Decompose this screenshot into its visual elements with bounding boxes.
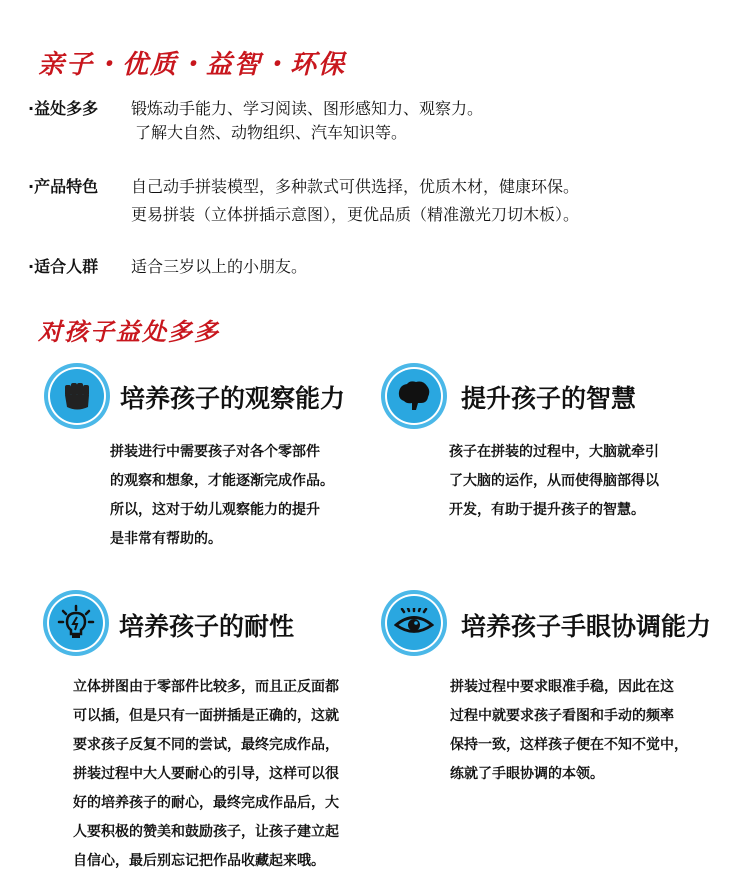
fist-icon bbox=[44, 363, 110, 429]
card-line: 可以插，但是只有一面拼插是正确的，这就 bbox=[73, 708, 339, 724]
card-line: 练就了手眼协调的本领。 bbox=[450, 766, 604, 782]
card-line: 过程中就要求孩子看图和手动的频率 bbox=[450, 708, 674, 724]
feature-label-audience: ·适合人群 bbox=[28, 257, 99, 276]
card-line: 保持一致，这样孩子便在不知不觉中， bbox=[450, 737, 688, 753]
card-title: 培养孩子手眼协调能力 bbox=[461, 612, 712, 641]
card-line: 是非常有帮助的。 bbox=[110, 531, 222, 547]
card-line: 人要积极的赞美和鼓励孩子，让孩子建立起 bbox=[73, 824, 339, 840]
card-line: 的观察和想象，才能逐渐完成作品。 bbox=[110, 473, 334, 489]
card-line: 要求孩子反复不同的尝试，最终完成作品， bbox=[73, 737, 339, 753]
card-line: 孩子在拼装的过程中，大脑就牵引 bbox=[449, 444, 659, 460]
card-line: 了大脑的运作，从而使得脑部得以 bbox=[449, 473, 659, 489]
card-title: 培养孩子的耐性 bbox=[119, 612, 295, 641]
card-body bbox=[449, 438, 719, 525]
feature-line: 自己动手拼装模型，多种款式可供选择，优质木材，健康环保。 bbox=[131, 177, 580, 196]
card-line: 所以，这对于幼儿观察能力的提升 bbox=[110, 502, 320, 518]
feature-label-product: ·产品特色 bbox=[28, 177, 99, 196]
lightbulb-icon bbox=[43, 590, 109, 656]
brain-icon bbox=[381, 363, 447, 429]
card-line: 立体拼图由于零部件比较多，而且正反面都 bbox=[73, 679, 339, 695]
card-line: 自信心，最后别忘记把作品收藏起来哦。 bbox=[73, 853, 325, 869]
eye-icon bbox=[381, 590, 447, 656]
card-title: 培养孩子的观察能力 bbox=[120, 384, 346, 413]
card-line: 拼装进行中需要孩子对各个零部件 bbox=[110, 444, 320, 460]
card-body bbox=[73, 673, 373, 876]
section-title: 对孩子益处多多 bbox=[38, 317, 220, 346]
card-line: 拼装过程中要求眼准手稳，因此在这 bbox=[450, 679, 674, 695]
feature-label-benefits: ·益处多多 bbox=[28, 99, 99, 118]
card-line: 拼装过程中大人要耐心的引导，这样可以很 bbox=[73, 766, 339, 782]
card-line: 好的培养孩子的耐心，最终完成作品后，大 bbox=[73, 795, 339, 811]
feature-line: 适合三岁以上的小朋友。 bbox=[131, 257, 308, 276]
feature-line: 锻炼动手能力、学习阅读、图形感知力、观察力。 bbox=[131, 99, 484, 118]
card-body bbox=[450, 673, 740, 789]
card-body bbox=[110, 438, 370, 554]
feature-line: 了解大自然、动物组织、汽车知识等。 bbox=[135, 123, 408, 142]
page-title: 亲子・优质・益智・环保 bbox=[38, 50, 347, 80]
card-title: 提升孩子的智慧 bbox=[461, 384, 637, 413]
card-line: 开发，有助于提升孩子的智慧。 bbox=[449, 502, 645, 518]
feature-line: 更易拼装（立体拼插示意图），更优品质（精准激光刀切木板）。 bbox=[131, 205, 580, 224]
